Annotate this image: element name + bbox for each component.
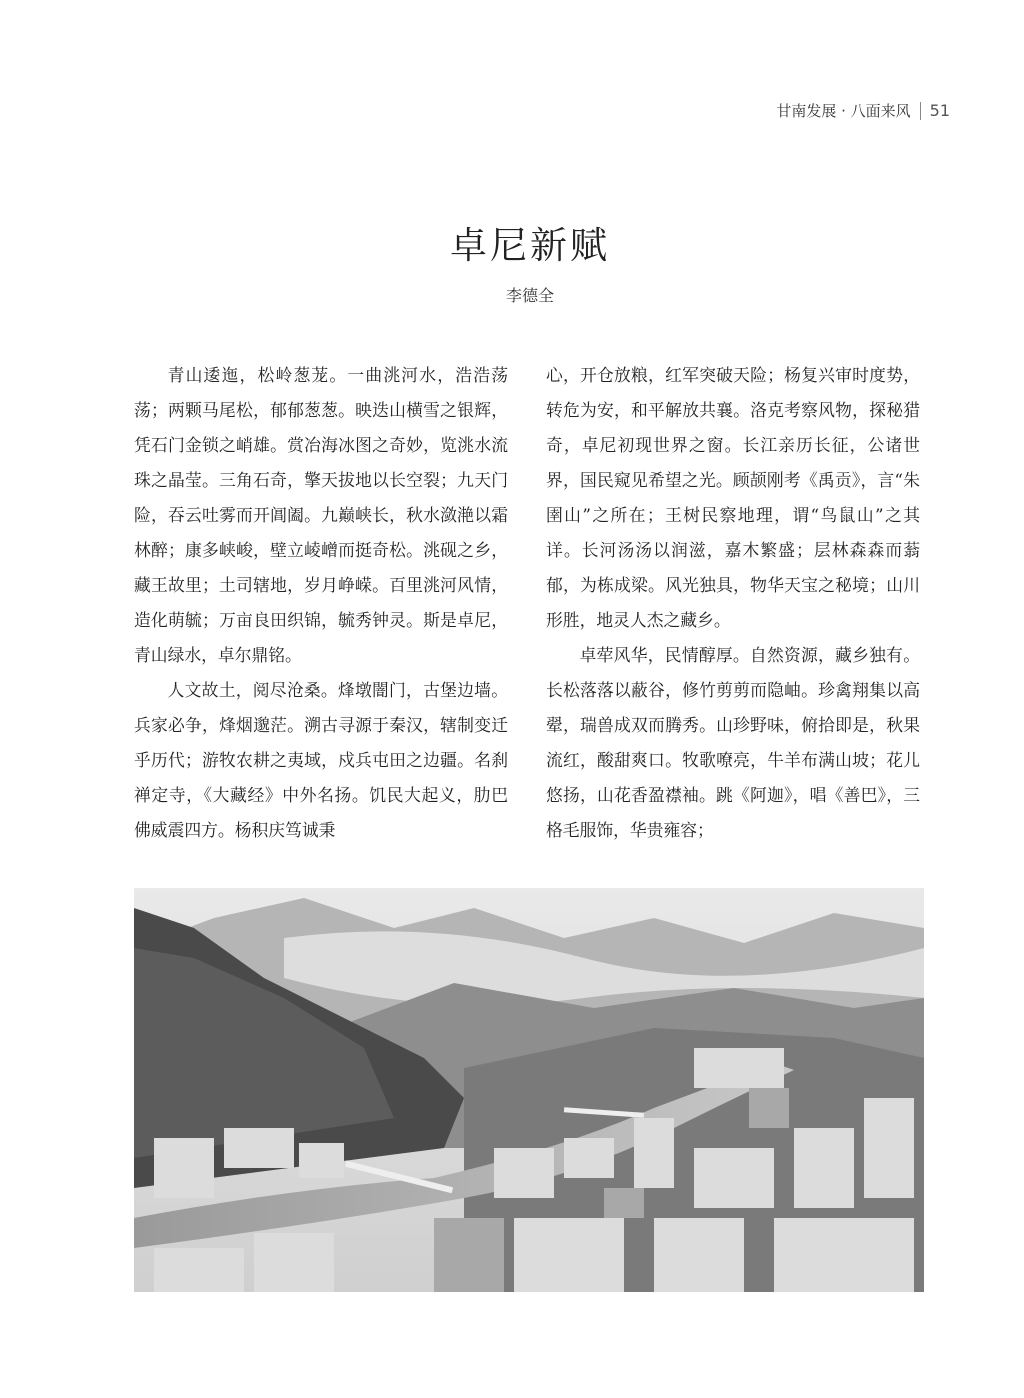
page-number: 51 — [929, 101, 950, 120]
right-text-column — [546, 358, 920, 848]
running-header — [776, 100, 950, 121]
left-text-column — [134, 358, 508, 848]
town-valley-photo — [134, 888, 924, 1292]
header-divider — [920, 102, 921, 120]
section-title: 甘南发展 · 八面来风 — [776, 102, 911, 120]
paragraph: 卓荦风华，民情醇厚。自然资源，藏乡独有。长松落落以蔽谷，修竹剪剪而隐岫。珍禽翔集以高翚，瑞兽成双而腾秀。山珍野味，俯拾即是，秋果流红，酸甜爽口。牧歌嘹亮，牛羊布满山坡；花儿悠扬，山花香盈襟袖。跳《阿迦》，唱《善巴》，三格毛服饰，华贵雍容； — [546, 645, 920, 840]
paragraph: 心，开仓放粮，红军突破天险；杨复兴审时度势，转危为安，和平解放共襄。洛克考察风物，探秘猎奇，卓尼初现世界之窗。长江亲历长征，公诸世界，国民窥见希望之光。顾颉刚考《禹贡》，言“朱圉山”之所在；王树民察地理，谓“鸟鼠山”之其详。长河汤汤以润滋，嘉木繁盛；层林森森而蓊郁，为栋成梁。风光独具，物华天宝之秘境；山川形胜，地灵人杰之藏乡。 — [546, 365, 920, 630]
article-author: 李德全 — [505, 286, 554, 305]
article-title: 卓尼新赋 — [450, 224, 610, 267]
paragraph: 青山逶迤，松岭葱茏。一曲洮河水，浩浩荡荡；两颗马尾松，郁郁葱葱。映迭山横雪之银辉，凭石门金锁之峭雄。赏冶海冰图之奇妙，览洮水流珠之晶莹。三角石奇，擎天拔地以长空裂；九天门险，吞云吐雾而开阊阖。九巅峡长，秋水潋滟以霜林醉；康多峡峻，壁立崚嶒而挺奇松。洮砚之乡，藏王故里；土司辖地，岁月峥嵘。百里洮河风情，造化萌毓；万亩良田织锦，毓秀钟灵。斯是卓尼，青山绿水，卓尔鼎铭。 — [134, 365, 508, 665]
paragraph: 人文故土，阅尽沧桑。烽墩闇门，古堡边墙。兵家必争，烽烟邈茫。溯古寻源于秦汉，辖制变迁乎历代；游牧农耕之夷域，戍兵屯田之边疆。名刹禅定寺，《大藏经》中外名扬。饥民大起义，肋巴佛威震四方。杨积庆笃诚秉 — [134, 680, 508, 840]
